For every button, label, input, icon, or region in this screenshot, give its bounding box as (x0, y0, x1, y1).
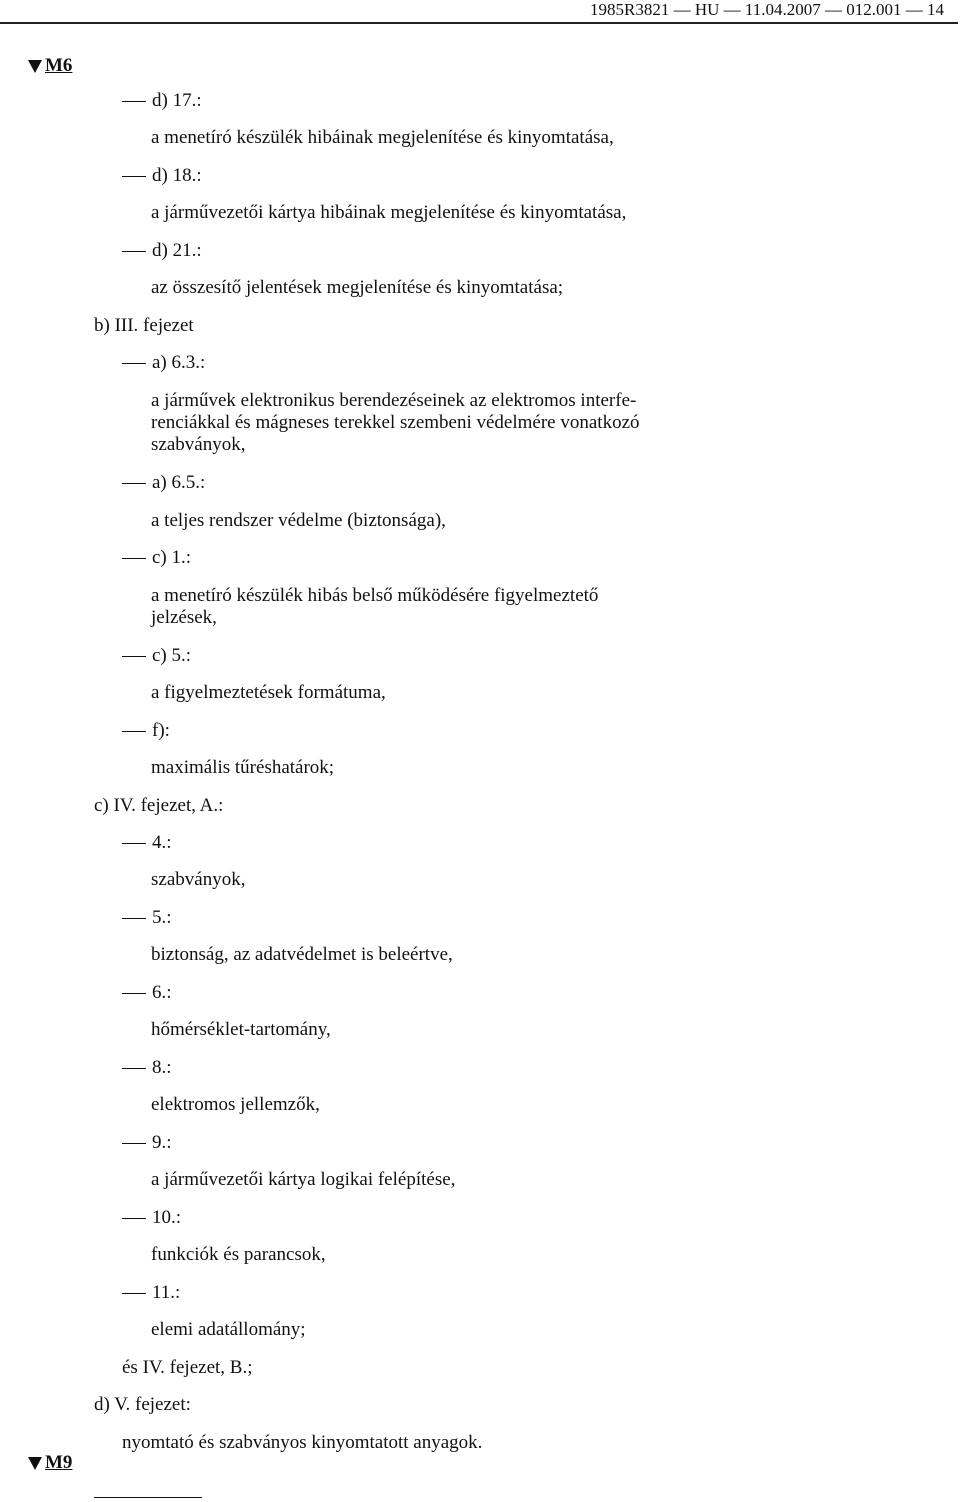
dash-icon (122, 731, 146, 732)
dash-icon (122, 176, 146, 177)
footnote-separator (94, 1497, 202, 1498)
section-heading: d) V. fejezet: (94, 1394, 191, 1415)
amendment-marker-m6: M6 (28, 55, 72, 77)
section-text: nyomtató és szabványos kinyomtatott anyagok. (122, 1432, 483, 1453)
list-item: 4.: (122, 832, 172, 854)
list-item-text: elektromos jellemzők, (151, 1094, 320, 1115)
list-item: 10.: (122, 1207, 181, 1229)
list-item-text: az összesítő jelentések megjelenítése és kinyomtatása; (151, 277, 564, 298)
list-item-text: elemi adatállomány; (151, 1319, 306, 1340)
section-note: és IV. fejezet, B.; (122, 1357, 253, 1378)
dash-icon (122, 993, 146, 994)
list-item: d) 18.: (122, 165, 202, 187)
list-item-text: a menetíró készülék hibáinak megjelenítése és kinyomtatása, (151, 127, 614, 148)
list-item-text: a menetíró készülék hibás belső működésére figyelmeztető (151, 585, 599, 606)
list-item-text: a járművek elektronikus berendezéseinek az elektromos interfe- (151, 390, 637, 411)
amendment-marker-m9: M9 (28, 1452, 72, 1474)
list-item: a) 6.3.: (122, 352, 205, 374)
section-heading: b) III. fejezet (94, 315, 194, 336)
list-item: f): (122, 720, 170, 742)
list-item-text: a járművezetői kártya logikai felépítése, (151, 1169, 456, 1190)
dash-icon (122, 1143, 146, 1144)
list-item: 11.: (122, 1282, 180, 1304)
list-item-text: szabványok, (151, 434, 246, 455)
page-header (0, 0, 958, 24)
list-item-text: a teljes rendszer védelme (biztonsága), (151, 510, 446, 531)
list-item: c) 1.: (122, 547, 191, 569)
list-item-text: szabványok, (151, 869, 246, 890)
list-item: d) 21.: (122, 240, 202, 262)
list-item-text: a járművezetői kártya hibáinak megjelenítése és kinyomtatása, (151, 202, 627, 223)
list-item-text: biztonság, az adatvédelmet is beleértve, (151, 944, 453, 965)
list-item-text: renciákkal és mágneses terekkel szembeni védelmére vonatkozó (151, 412, 640, 433)
dash-icon (122, 483, 146, 484)
triangle-down-icon (28, 1457, 42, 1470)
dash-icon (122, 558, 146, 559)
list-item: 8.: (122, 1057, 172, 1079)
dash-icon (122, 918, 146, 919)
dash-icon (122, 1293, 146, 1294)
dash-icon (122, 251, 146, 252)
list-item-text: jelzések, (151, 607, 217, 628)
triangle-down-icon (28, 60, 42, 73)
list-item-text: maximális tűréshatárok; (151, 757, 335, 778)
dash-icon (122, 1068, 146, 1069)
list-item-text: hőmérséklet-tartomány, (151, 1019, 331, 1040)
section-heading: c) IV. fejezet, A.: (94, 795, 224, 816)
list-item-text: a figyelmeztetések formátuma, (151, 682, 386, 703)
dash-icon (122, 363, 146, 364)
list-item: a) 6.5.: (122, 472, 205, 494)
list-item: 5.: (122, 907, 172, 929)
list-item: 9.: (122, 1132, 172, 1154)
list-item: d) 17.: (122, 90, 202, 112)
list-item: 6.: (122, 982, 172, 1004)
header-reference: 1985R3821 — HU — 11.04.2007 — 012.001 — 14 (589, 0, 944, 19)
dash-icon (122, 1218, 146, 1219)
list-item: c) 5.: (122, 645, 191, 667)
dash-icon (122, 101, 146, 102)
list-item-text: funkciók és parancsok, (151, 1244, 326, 1265)
dash-icon (122, 656, 146, 657)
dash-icon (122, 843, 146, 844)
